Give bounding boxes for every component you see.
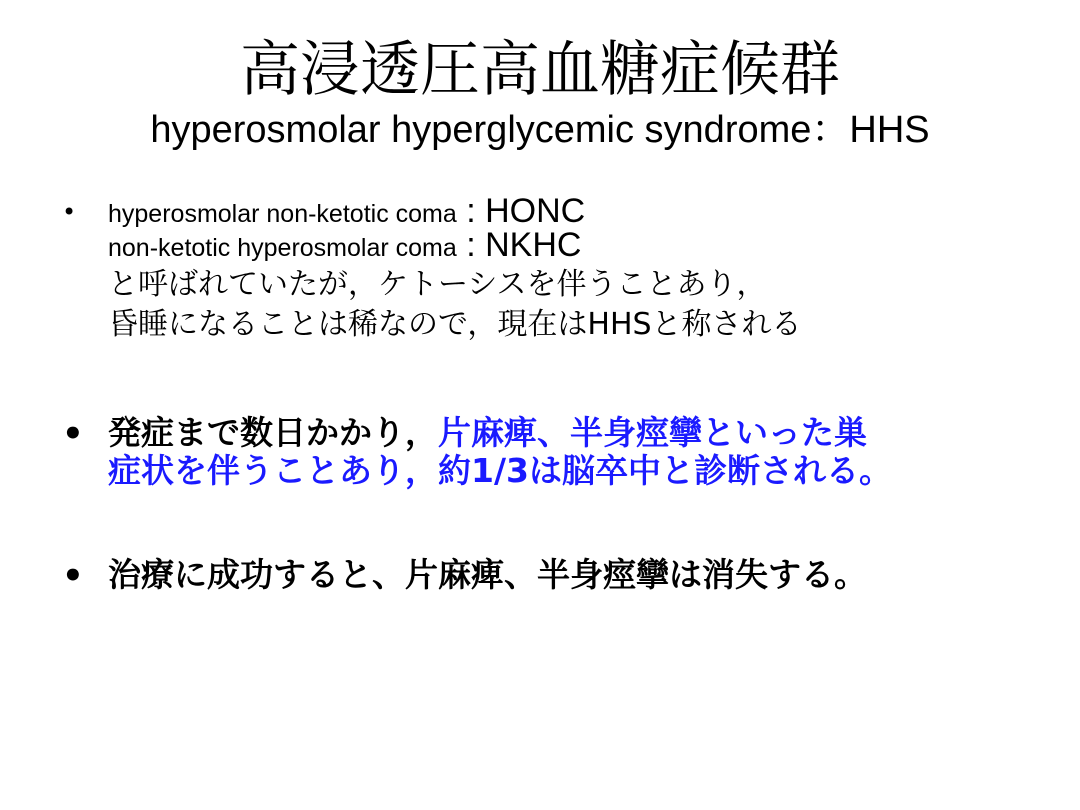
separator: : [456, 192, 486, 230]
slide-title: 高浸透圧高血糖症候群 [240, 35, 840, 105]
bullet-line-nkhc [108, 228, 581, 268]
bullet-line-jp-2: 昏睡になることは稀なので，現在はHHSと称される [108, 307, 802, 342]
term-text: non-ketotic hyperosmolar coma [108, 234, 457, 262]
bullet-line-1 [108, 414, 867, 452]
bullet-line-2: 症状を伴うことあり，約1/3は脳卒中と診断される。 [108, 451, 892, 490]
bullet-marker: • [62, 556, 84, 596]
slide-subtitle: hyperosmolar hyperglycemic syndrome：HHS [150, 109, 930, 151]
onset-text: 発症まで数日かかり， [108, 413, 438, 452]
abbreviation: HONC [485, 192, 586, 230]
abbreviation: NKHC [485, 226, 582, 264]
bullet-marker: • [62, 198, 77, 226]
bullet-line-1: 治療に成功すると、片麻痺、半身痙攣は消失する。 [108, 555, 867, 594]
term-text: hyperosmolar non-ketotic coma [108, 200, 457, 228]
bullet-marker: • [62, 414, 84, 454]
bullet-line-jp-1: と呼ばれていたが，ケトーシスを伴うことあり， [108, 267, 767, 302]
highlight-text: 片麻痺、半身痙攣といった巣 [438, 413, 867, 452]
separator: : [456, 226, 486, 264]
